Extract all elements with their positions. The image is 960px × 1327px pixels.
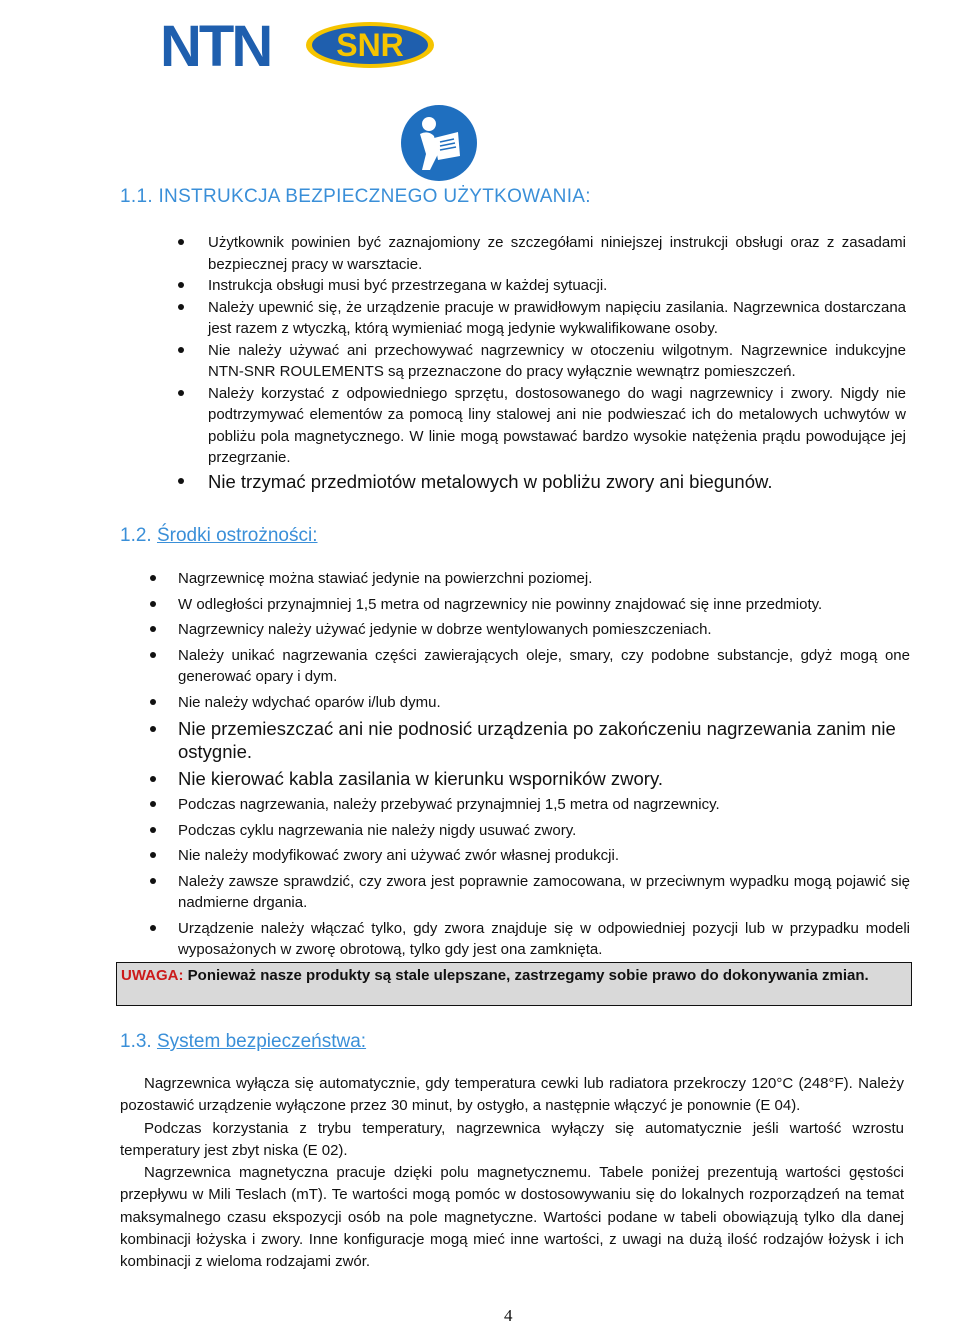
notice-label: UWAGA: bbox=[121, 967, 184, 984]
list-item: Nagrzewnicę można stawiać jedynie na powierzchni poziomej. bbox=[150, 568, 910, 590]
list-item: Należy zawsze sprawdzić, czy zwora jest poprawnie zamocowana, w przeciwnym wypadku mogą pojawić się nadmierne drgania. bbox=[150, 871, 910, 914]
list-item: W odległości przynajmniej 1,5 metra od nagrzewnicy nie powinny znajdować się inne przedmioty. bbox=[150, 594, 910, 616]
list-item: Nie trzymać przedmiotów metalowych w pobliżu zwory ani biegunów. bbox=[178, 471, 906, 493]
section-title: Środki ostrożności: bbox=[156, 525, 318, 546]
ntn-logo bbox=[160, 18, 300, 72]
list-item: Należy unikać nagrzewania części zawierających oleje, smary, czy podobne substancje, gdyż mogą one generować opary i dym. bbox=[150, 645, 910, 688]
list-item: Podczas nagrzewania, należy przebywać przynajmniej 1,5 metra od nagrzewnicy. bbox=[150, 794, 910, 816]
list-item: Nie należy wdychać oparów i/lub dymu. bbox=[150, 692, 910, 714]
paragraph: Nagrzewnica wyłącza się automatycznie, gdy temperatura cewki lub radiatora przekroczy 120°C (248°F). Należy pozostawić urządzenie wyłączone przez 30 minut, by ostygło, a następnie włączyć je ponownie (E 04). bbox=[120, 1075, 904, 1115]
svg-text:NTN: NTN bbox=[160, 18, 271, 72]
list-item: Należy korzystać z odpowiedniego sprzętu, dostosowanego do wagi nagrzewnicy i zwory. Nigdy nie podtrzymywać elementów za pomocą liny stalowej ani nie podwieszać ich do metalowych uchwytów w pobliżu pola magnetycznego. W linie mogą powstawać bardzo wysokie natężenia prądu powodujące jej przegrzanie. bbox=[178, 383, 906, 469]
list-item: Nie przemieszczać ani nie podnosić urządzenia po zakończeniu nagrzewania zanim nie ostygnie. bbox=[150, 717, 910, 763]
snr-logo bbox=[304, 20, 436, 70]
list-item: Nie należy modyfikować zwory ani używać zwór własnej produkcji. bbox=[150, 845, 910, 867]
page-number: 4 bbox=[504, 1306, 513, 1325]
list-item: Nie kierować kabla zasilania w kierunku wsporników zwory. bbox=[150, 767, 910, 790]
notice-text: Ponieważ nasze produkty są stale ulepszane, zastrzegamy sobie prawo do dokonywania zmian. bbox=[187, 967, 869, 984]
section-number: 1.3. bbox=[120, 1031, 152, 1052]
precautions-list bbox=[150, 568, 910, 965]
section-heading-safety-system bbox=[120, 1031, 366, 1053]
list-item: Nagrzewnicy należy używać jedynie w dobrze wentylowanych pomieszczeniach. bbox=[150, 619, 910, 641]
list-item: Podczas cyklu nagrzewania nie należy nigdy usuwać zwory. bbox=[150, 820, 910, 842]
safety-system-body bbox=[120, 1073, 904, 1274]
list-item: Należy upewnić się, że urządzenie pracuje w prawidłowym napięciu zasilania. Nagrzewnica dostarczana jest razem z wtyczką, którą wymieniać mogą jedynie wykwalifikowane osoby. bbox=[178, 297, 906, 340]
paragraph: Podczas korzystania z trybu temperatury, nagrzewnica wyłączy się automatycznie jeśli wartość wzrostu temperatury jest zbyt niska (E 02). bbox=[120, 1119, 904, 1159]
safety-instructions-list bbox=[178, 232, 906, 492]
read-manual-icon bbox=[400, 104, 478, 182]
section-heading-safety-instructions: 1.1. INSTRUKCJA BEZPIECZNEGO UŻYTKOWANIA: bbox=[120, 186, 591, 207]
list-item: Instrukcja obsługi musi być przestrzegana w każdej sytuacji. bbox=[178, 275, 906, 297]
paragraph: Nagrzewnica magnetyczna pracuje dzięki polu magnetycznemu. Tabele poniżej prezentują wartości gęstości przepływu w Mili Teslach (mT). Te wartości mogą pomóc w dostosowywaniu się do lokalnych rozporządzeń na temat maksymalnego czasu ekspozycji osób na pole magnetyczne. Wartości podane w tabeli obowiązują tylko dla danej kombinacji łożyska i zwory. Inne konfiguracje mogą mieć inne wartości, z uwagi na dużą ilość rodzajów łożysk i ich kombinacji z wieloma rodzajami zwór. bbox=[120, 1164, 904, 1271]
section-title: System bezpieczeństwa: bbox=[156, 1031, 367, 1052]
svg-text:SNR: SNR bbox=[336, 27, 404, 63]
notice-box bbox=[116, 962, 912, 1006]
list-item: Użytkownik powinien być zaznajomiony ze szczegółami niniejszej instrukcji obsługi oraz z zasadami bezpiecznej pracy w warsztacie. bbox=[178, 232, 906, 275]
section-number: 1.2. bbox=[120, 525, 152, 546]
list-item: Nie należy używać ani przechowywać nagrzewnicy w otoczeniu wilgotnym. Nagrzewnice indukcyjne NTN-SNR ROULEMENTS są przeznaczone do pracy wyłącznie wewnątrz pomieszczeń. bbox=[178, 340, 906, 383]
list-item: Urządzenie należy włączać tylko, gdy zwora znajduje się w odpowiedniej pozycji lub w przypadku modeli wyposażonych w zworę obrotową, tylko gdy jest ona zamknięta. bbox=[150, 918, 910, 961]
section-heading-precautions bbox=[120, 525, 318, 547]
